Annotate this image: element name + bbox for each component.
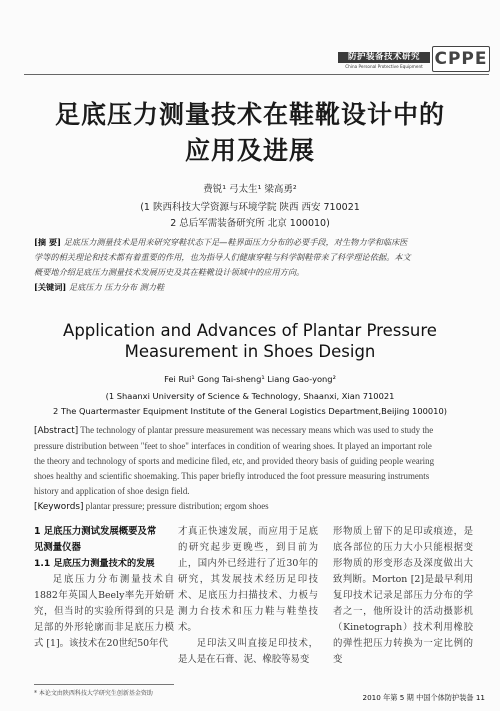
body-paragraph: 足底压力分布测量技术自1882年英国人Beely率先开始研究，但当时的实验所得到的只是足部的外形轮廓而非足底压力模式 [1]。该技术在20世纪50年代 [34,574,174,649]
title-cn-line2: 应用及进展 [184,136,315,165]
section-heading-1-cont: 见测量仪器 [34,542,81,553]
affiliation-cn-1: (1 陕西科技大学资源与环境学院 陕西 西安 710021 [140,202,360,213]
body-column-3 [333,524,473,668]
abstract-en-line-5: history and application of shoe design field. [34,486,190,496]
body-paragraph: 形物质上留下的足印或痕迹，是底各部位的压力大小只能根据变形物质的形变形态及深度做出大致判断。Morton [2]是最早利用复印技术记录足部压力分布的学者之一，他所设计的活动摄影机（Kinetograph）技术利用橡胶的弹性把压力转换为一定比例的变 [333,526,473,665]
abstract-cn-line-3: 概要地介绍足底压力测量技术发展历史及其在鞋靴设计领域中的应用方向。 [34,267,305,277]
authors-en: Fei Rui¹ Gong Tai-sheng¹ Liang Gao-yong² [164,374,336,384]
abstract-cn-label: [摘 要] [34,237,61,247]
title-cn-line1: 足底压力测量技术在鞋靴设计中的 [54,100,445,129]
body-column-2 [178,524,318,668]
authors-cn: 费锐¹ 弓太生¹ 梁高勇² [203,184,297,195]
abstract-en-line-2: pressure distribution between "feet to shoe" interfaces in condition of wearing shoes. It played an important role [34,441,432,451]
journal-logo: CPPE [432,46,490,72]
footnote-rule [34,684,174,685]
abstract-en-label: [Abstract] [34,426,79,436]
journal-title: 防护装备技术研究 [347,52,420,62]
abstract-en-line-4: shoes healthy and scientific shoemaking. This paper briefly introduced the foot pressure measuring instruments [34,471,430,481]
abstract-cn [34,235,474,295]
keywords-cn-label: [关键词] [34,282,67,292]
body-paragraph: 才真正快速发展，而应用于足底的研究起步更晚些，到目前为止，国内外已经进行了近30年的研究，其发展技术经历足印技术、足底压力扫描技术、力板与测力台技术和压力鞋与鞋垫技术。 [178,526,318,633]
header-rule [24,74,489,75]
footnote: * 本论文由陕西科技大学研究生创新基金资助 [34,690,153,697]
abstract-en [34,423,474,515]
affiliation-cn-2: 2 总后军需装备研究所 北京 100010) [170,218,330,229]
title-en-line1: Application and Advances of Plantar Pressure [63,321,437,340]
body-column-1 [34,524,174,652]
journal-subtitle: China Personal Protective Equipment [345,64,423,69]
subsection-heading: 1.1 足底压力测量技术的发展 [34,558,155,569]
title-en-line2: Measurement in Shoes Design [124,342,376,361]
abstract-en-line-3: the theory and technology of sports and medicine filed, etc, and provided theory basis of guiding people wearing [34,456,435,466]
abstract-en-line-1: [Abstract] The technology of plantar pressure measurement was necessary means which was used to study the [34,425,434,436]
affiliation-en-1: (1 Shaanxi University of Science & Technology, Shaanxi, Xian 710021 [105,391,395,401]
abstract-cn-line-1: [摘 要] 足底压力测量技术是用来研究穿鞋状态下足—鞋界面压力分布的必要手段，对生物力学和临床医 [34,237,408,247]
affiliation-en-2: 2 The Quartermaster Equipment Institute of the General Logistics Department,Beijing 100010) [53,406,447,416]
page-footer: 2010 年第 5 期 中国个体防护装备 11 [362,693,485,702]
keywords-en: [Keywords] plantar pressure; pressure distribution; ergom shoes [34,501,269,512]
keywords-cn: [关键词] 足底压力 压力分布 测力鞋 [34,282,165,292]
abstract-cn-line-2: 学等的相关理论和技术都有着重要的作用，也为指导人们健康穿鞋与科学制鞋带来了科学理论依据。本文 [34,252,411,262]
keywords-en-label: [Keywords] [34,502,84,512]
section-heading-1: 1 足底压力测试发展概要及常 [34,526,157,537]
body-paragraph: 足印法又叫直接足印技术，是人是在石膏、泥、橡胶等易变 [178,638,318,665]
